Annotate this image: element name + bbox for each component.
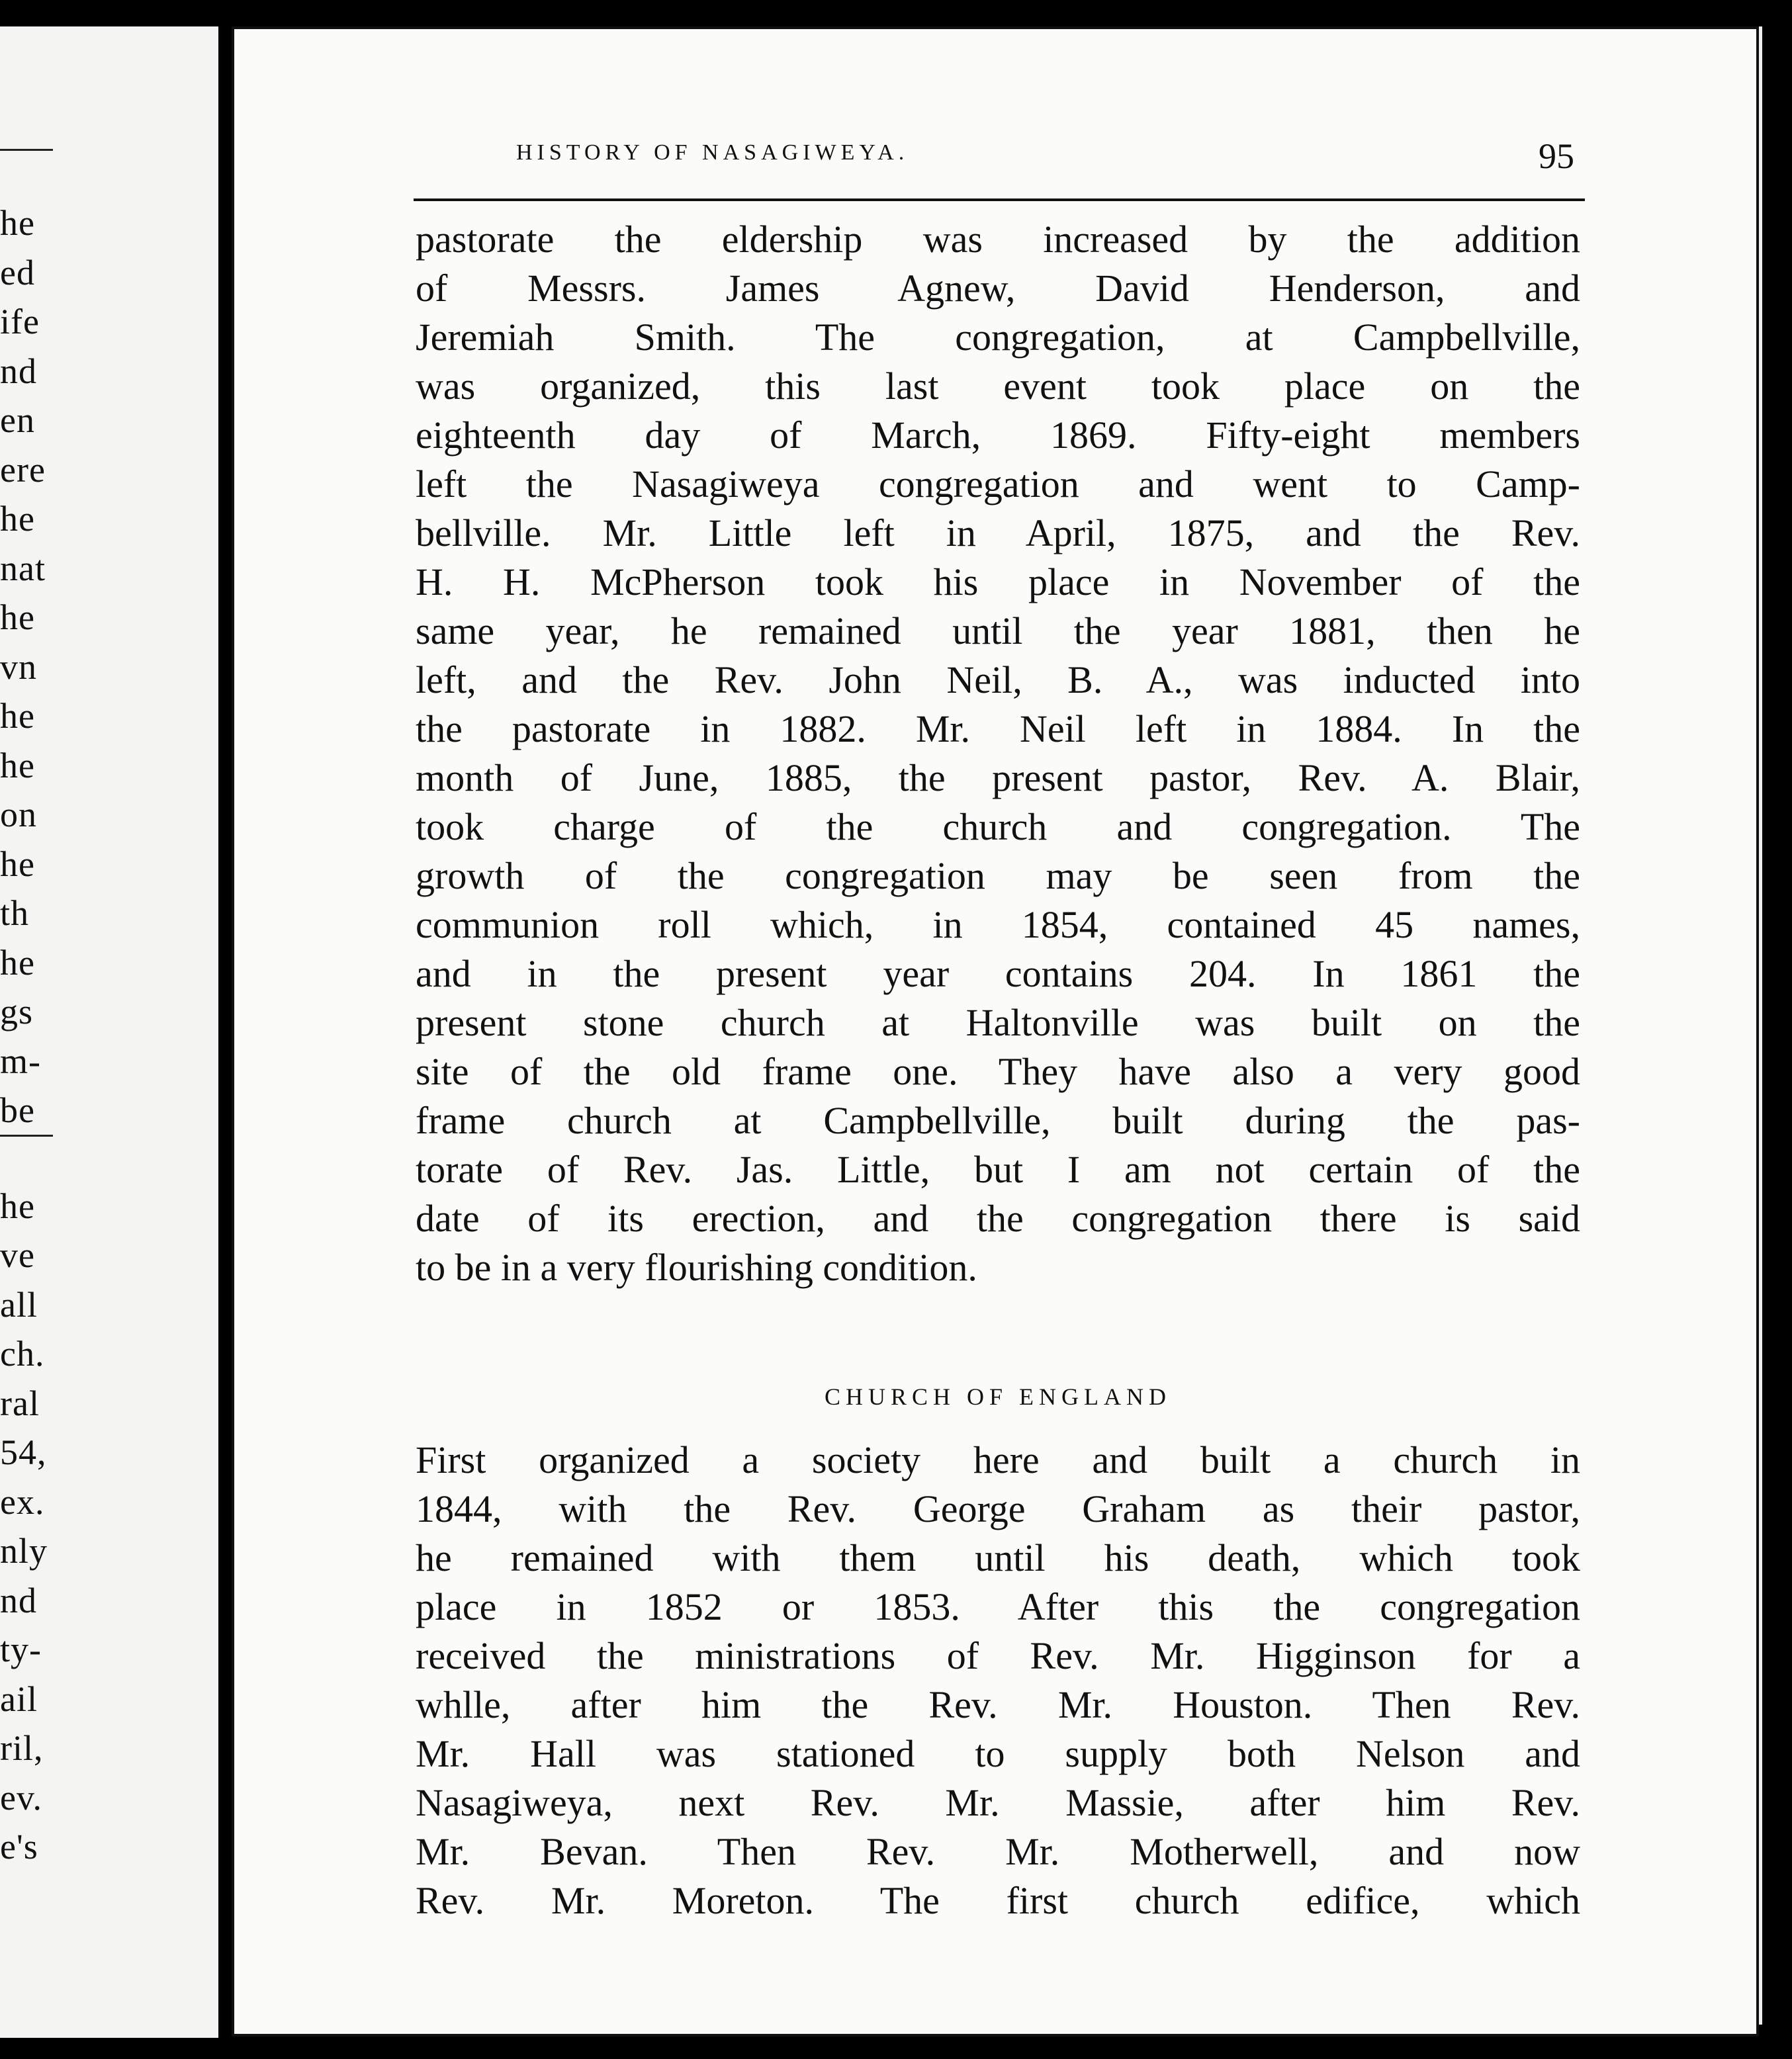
left-page-fragment: ife	[0, 302, 40, 341]
left-page-fragment: he	[0, 499, 35, 539]
text-line: and in the present year contains 204. In 1861 the	[416, 952, 1580, 995]
body-paragraph	[416, 215, 1580, 1292]
section-paragraph	[416, 1436, 1580, 1925]
text-line: month of June, 1885, the present pastor, Rev. A. Blair,	[416, 756, 1580, 799]
text-line: frame church at Campbellville, built during the pas-	[416, 1099, 1580, 1142]
text-line: Rev. Mr. Moreton. The first church edifice, which	[416, 1879, 1580, 1922]
left-page-fragment: he	[0, 597, 35, 637]
text-line: received the ministrations of Rev. Mr. Higginson for a	[416, 1634, 1580, 1677]
text-line: First organized a society here and built a church in	[416, 1438, 1580, 1481]
left-page-fragment: vn	[0, 646, 37, 687]
left-page-fragment: ex.	[0, 1481, 45, 1522]
text-line: site of the old frame one. They have also a very good	[416, 1050, 1580, 1093]
text-line: eighteenth day of March, 1869. Fifty-eight members	[416, 414, 1580, 457]
left-page-fragment: all	[0, 1284, 38, 1325]
left-page-fragment: th	[0, 893, 30, 933]
text-line: torate of Rev. Jas. Little, but I am not certain of the	[416, 1148, 1580, 1191]
text-line: H. H. McPherson took his place in November of the	[416, 560, 1580, 603]
text-line: Mr. Bevan. Then Rev. Mr. Motherwell, and now	[416, 1830, 1580, 1873]
left-page-fragment: 54,	[0, 1432, 47, 1472]
left-page-fragment: ty-	[0, 1630, 42, 1669]
left-page-fragment: he	[0, 203, 35, 243]
text-line: Nasagiweya, next Rev. Mr. Massie, after him Rev.	[416, 1781, 1580, 1824]
text-line: growth of the congregation may be seen from the	[416, 854, 1580, 897]
left-page-fragment: on	[0, 795, 37, 834]
left-page-fragment: ail	[0, 1679, 38, 1719]
text-line: pastorate the eldership was increased by the addition	[416, 218, 1580, 261]
left-page-fragment: ril,	[0, 1728, 44, 1768]
text-line: date of its erection, and the congregation there is said	[416, 1197, 1580, 1240]
text-line: to be in a very flourishing condition.	[416, 1246, 977, 1289]
left-page-fragment: ch.	[0, 1334, 45, 1374]
left-page-fragment: ev.	[0, 1777, 42, 1818]
left-page-fragment: he	[0, 745, 35, 785]
left-page-rule	[0, 149, 53, 151]
text-line: he remained with them until his death, which took	[416, 1536, 1580, 1579]
left-page-fragment: he	[0, 1186, 35, 1226]
text-line: the pastorate in 1882. Mr. Neil left in 1884. In the	[416, 707, 1580, 750]
left-page-fragment: nat	[0, 548, 46, 588]
left-page-fragment: nd	[0, 351, 37, 391]
left-page-fragment: ere	[0, 449, 46, 490]
left-page-fragment: he	[0, 942, 35, 983]
left-page-rule	[0, 1135, 53, 1137]
text-line: whlle, after him the Rev. Mr. Houston. Then Rev.	[416, 1683, 1580, 1726]
text-line: 1844, with the Rev. George Graham as their pastor,	[416, 1487, 1580, 1530]
left-page-fragment: e's	[0, 1827, 38, 1866]
page-number: 95	[1539, 136, 1574, 176]
text-line: same year, he remained until the year 1881, then he	[416, 609, 1580, 652]
section-heading: CHURCH OF ENGLAND	[824, 1383, 1172, 1410]
left-page-fragment: ral	[0, 1383, 40, 1423]
text-line: left the Nasagiweya congregation and went to Camp-	[416, 462, 1580, 505]
left-page-fragment: m-	[0, 1041, 41, 1081]
text-line: Mr. Hall was stationed to supply both Nelson and	[416, 1732, 1580, 1775]
text-line: present stone church at Haltonville was built on the	[416, 1001, 1580, 1044]
left-page-fragment: ve	[0, 1235, 35, 1275]
header-rule	[414, 198, 1585, 201]
left-page-fragment: he	[0, 844, 35, 884]
text-line: Jeremiah Smith. The congregation, at Campbellville,	[416, 316, 1580, 359]
text-line: took charge of the church and congregation. The	[416, 805, 1580, 848]
text-line: bellville. Mr. Little left in April, 1875, and the Rev.	[416, 511, 1580, 554]
text-line: communion roll which, in 1854, contained 45 names,	[416, 903, 1580, 946]
left-page-fragment: nly	[0, 1531, 48, 1571]
left-page-fragment: ed	[0, 252, 35, 292]
left-page-fragment: be	[0, 1090, 35, 1130]
text-line: was organized, this last event took place on the	[416, 365, 1580, 408]
text-line: of Messrs. James Agnew, David Henderson, and	[416, 267, 1580, 310]
left-page-fragment: nd	[0, 1580, 37, 1620]
left-page-fragment: he	[0, 696, 35, 736]
text-line: left, and the Rev. John Neil, B. A., was inducted into	[416, 658, 1580, 701]
running-head: HISTORY OF NASAGIWEYA.	[516, 140, 909, 165]
left-page-fragment: gs	[0, 992, 34, 1031]
text-line: place in 1852 or 1853. After this the congregation	[416, 1585, 1580, 1628]
left-page	[0, 26, 229, 2038]
left-page-fragment: en	[0, 400, 35, 440]
